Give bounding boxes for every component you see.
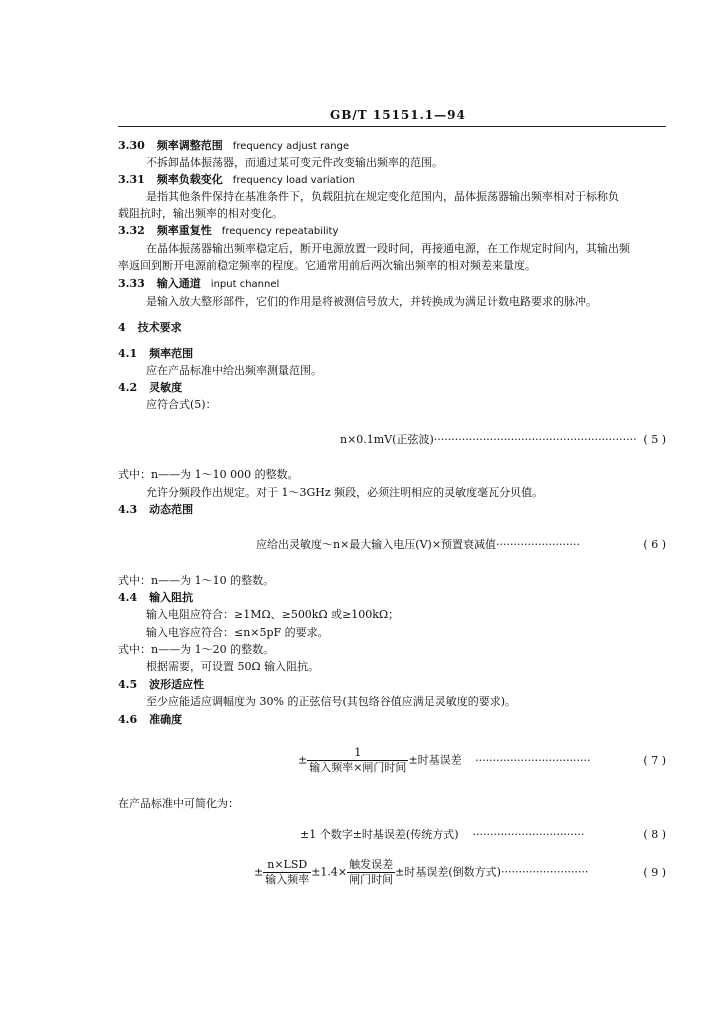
section-4-heading: 4 技术要求 <box>118 321 182 334</box>
page-header: GB/T 15151.1—94 <box>330 108 466 122</box>
equation-number-7: ( 7 ) <box>643 754 666 767</box>
fraction-7: $\frac{1}{\text{输入频率×闸门时间}}$ <box>309 746 407 774</box>
section-4-2-text: 应符合式(5)： <box>146 398 217 411</box>
formula-7: ± $\frac{1}{\text{输入频率×闸门时间}}$ ±时基误差 ································· <box>298 746 591 774</box>
section-3-32-text-2: 率返回到断开电源前稳定频率的程度。它通常用前后两次输出频率的相对频差来量度。 <box>118 259 536 272</box>
section-4-2-note: 允许分频段作出规定。对于 1～3GHz 频段，必须注明相应的灵敏度毫瓦分贝值。 <box>146 486 544 499</box>
header-rule <box>118 126 666 127</box>
section-3-33-heading: 3.33 输入通道 input channel <box>118 277 280 290</box>
formula-5: n×0.1mV(正弦波)·························································· <box>340 433 637 446</box>
formula-6: 应给出灵敏度～n×最大输入电压(V)×预置衰减值························ <box>256 538 580 551</box>
section-4-4-line-3: 根据需要，可设置 50Ω 输入阻抗。 <box>146 660 320 673</box>
formula-9: ± $\frac{\text{n×LSD}}{\text{输入频率}}$ ±1.4× $\frac{\text{触发误差}}{\text{闸门时间}}$ ±时基误差(倒数方式)························· <box>254 858 589 886</box>
section-4-1-text: 应在产品标准中给出频率测量范围。 <box>146 364 322 377</box>
section-3-31-heading: 3.31 频率负载变化 frequency load variation <box>118 173 355 186</box>
section-3-32-heading: 3.32 频率重复性 frequency repeatability <box>118 224 339 237</box>
section-4-6-simplify: 在产品标准中可简化为： <box>118 797 239 810</box>
section-4-2-where: 式中：n——为 1～10 000 的整数。 <box>118 468 299 481</box>
section-4-2-heading: 4.2 灵敏度 <box>118 381 183 394</box>
section-3-30-text: 不拆卸晶体振荡器，而通过某可变元件改变输出频率的范围。 <box>146 156 443 169</box>
equation-number-5: ( 5 ) <box>643 433 666 446</box>
section-3-32-text-1: 在晶体振荡器输出频率稳定后，断开电源放置一段时间，再接通电源，在工作规定时间内，其输出频 <box>146 242 630 255</box>
section-3-31-text-1: 是指其他条件保持在基准条件下，负载阻抗在规定变化范围内，晶体振荡器输出频率相对于标称负 <box>146 190 619 203</box>
section-3-30-heading: 3.30 频率调整范围 frequency adjust range <box>118 139 350 152</box>
equation-number-8: ( 8 ) <box>643 828 666 841</box>
formula-8: ±1 个数字±时基误差(传统方式) ································ <box>300 828 585 841</box>
section-4-4-line-1: 输入电阻应符合：≥1MΩ、≥500kΩ 或≥100kΩ； <box>146 608 400 621</box>
section-4-1-heading: 4.1 频率范围 <box>118 347 194 360</box>
section-4-3-heading: 4.3 动态范围 <box>118 503 194 516</box>
section-4-4-heading: 4.4 输入阻抗 <box>118 591 194 604</box>
fraction-9b: $\frac{\text{触发误差}}{\text{闸门时间}}$ <box>349 858 394 886</box>
fraction-9a: $\frac{\text{n×LSD}}{\text{输入频率}}$ <box>265 858 310 886</box>
section-4-4-where: 式中：n——为 1～20 的整数。 <box>118 643 275 656</box>
section-4-6-heading: 4.6 准确度 <box>118 713 183 726</box>
section-4-4-line-2: 输入电容应符合：≤n×5pF 的要求。 <box>146 626 329 639</box>
section-4-5-text: 至少应能适应调幅度为 30% 的正弦信号(其包络谷值应满足灵敏度的要求)。 <box>146 695 517 708</box>
equation-number-9: ( 9 ) <box>643 866 666 879</box>
section-3-33-text: 是输入放大整形部件，它们的作用是将被测信号放大，并转换成为满足计数电路要求的脉冲。 <box>146 295 597 308</box>
section-4-3-where: 式中：n——为 1～10 的整数。 <box>118 574 275 587</box>
equation-number-6: ( 6 ) <box>643 538 666 551</box>
section-4-5-heading: 4.5 波形适应性 <box>118 678 205 691</box>
section-3-31-text-2: 载阻抗时，输出频率的相对变化。 <box>118 207 283 220</box>
